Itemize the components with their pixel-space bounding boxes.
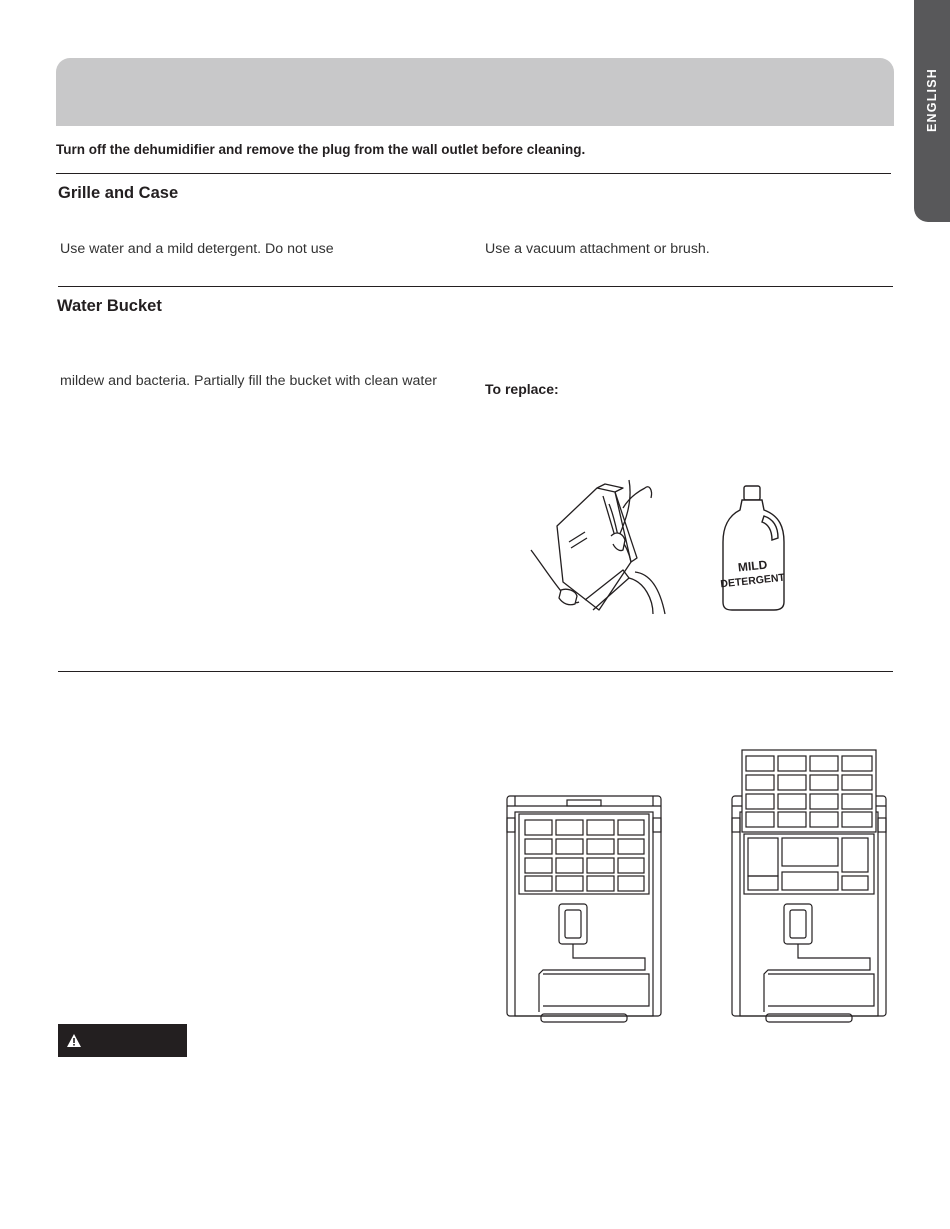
bottle-label-line2: DETERGENT bbox=[719, 571, 786, 591]
dehumidifier-filter-removal-illustration bbox=[728, 748, 890, 1026]
language-tab bbox=[914, 0, 950, 222]
dehumidifier-filter-installed-illustration bbox=[503, 792, 665, 1026]
divider bbox=[56, 173, 891, 174]
grille-case-right-text: Use a vacuum attachment or brush. bbox=[485, 241, 710, 257]
language-tab-label: ENGLISH bbox=[925, 68, 939, 132]
detergent-bottle-illustration bbox=[718, 484, 790, 614]
water-bucket-heading: Water Bucket bbox=[57, 297, 162, 315]
section-banner bbox=[56, 58, 894, 126]
warning-triangle-icon bbox=[66, 1033, 82, 1048]
cleaning-notice: Turn off the dehumidifier and remove the plug from the wall outlet before cleaning. bbox=[56, 142, 586, 157]
bottle-label-line1: MILD bbox=[737, 557, 768, 575]
water-bucket-left-text: mildew and bacteria. Partially fill the bucket with clean water bbox=[60, 373, 437, 389]
divider bbox=[58, 671, 893, 672]
to-replace-label: To replace: bbox=[485, 381, 559, 397]
grille-case-left-text: Use water and a mild detergent. Do not use bbox=[60, 241, 334, 257]
bucket-pouring-illustration bbox=[525, 478, 685, 620]
divider bbox=[58, 286, 893, 287]
caution-label-box bbox=[58, 1024, 187, 1057]
grille-case-heading: Grille and Case bbox=[58, 184, 179, 202]
